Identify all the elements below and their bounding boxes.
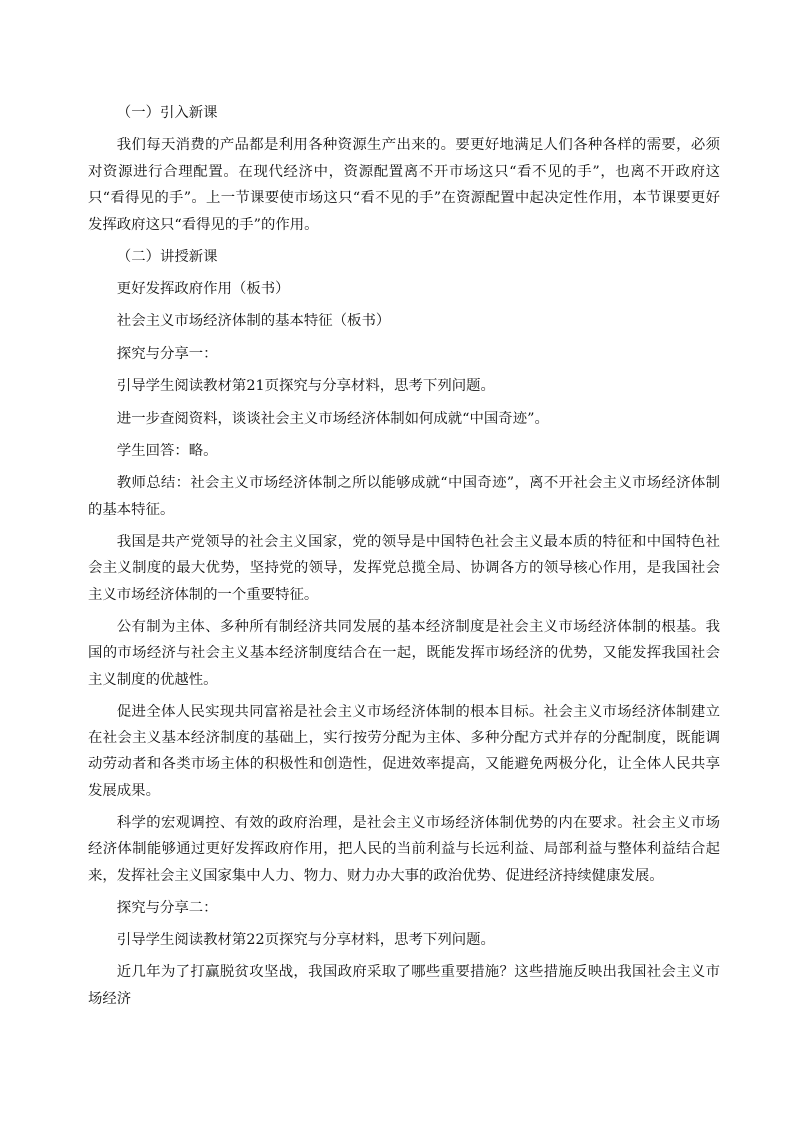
board-title-2: 社会主义市场经济体制的基本特征（板书）	[116, 313, 391, 330]
paragraph-common-prosperity: 促进全体人民实现共同富裕是社会主义市场经济体制的根本目标。社会主义市场经济体制建立在社会主义基本经济制度的基础上，实行按劳分配为主体、多种分配方式并存的分配制度，既能调动劳动者和各类市场主体的积极性和创造性，促进效率提高，又能避免两极分化，让全体人民共享发展成果。	[88, 703, 720, 799]
student-answer: 学生回答：略。	[116, 443, 218, 460]
section-heading-intro: （一）引入新课	[116, 105, 218, 121]
inquiry-heading-1: 探究与分享一：	[116, 345, 218, 362]
paragraph-intro: 我们每天消费的产品都是利用各种资源生产出来的。要更好地满足人们各种各样的需要，必须对资源进行合理配置。在现代经济中，资源配置离不开市场这只“看不见的手”，也离不开政府这只“看得见的手”。上一节课要使市场这只“看不见的手”在资源配置中起决定性作用，本节课要更好发挥政府这只“看得见的手”的作用。	[88, 137, 720, 233]
paragraph-ownership: 公有制为主体、多种所有制经济共同发展的基本经济制度是社会主义市场经济体制的根基。我国的市场经济与社会主义基本经济制度结合在一起，既能发挥市场经济的优势，又能发挥我国社会主义制度的优越性。	[88, 618, 720, 688]
board-title-1: 更好发挥政府作用（板书）	[116, 281, 290, 298]
teacher-summary: 教师总结：社会主义市场经济体制之所以能够成就“中国奇迹”，离不开社会主义市场经济体制的基本特征。	[88, 475, 720, 518]
inquiry-instruction-2: 引导学生阅读教材第22页探究与分享材料，思考下列问题。	[116, 931, 495, 948]
paragraph-macro-control: 科学的宏观调控、有效的政府治理，是社会主义市场经济体制优势的内在要求。社会主义市场经济体制能够通过更好发挥政府作用，把人民的当前利益与长远利益、局部利益与整体利益结合起来，发挥社会主义国家集中人力、物力、财力办大事的政治优势、促进经济持续健康发展。	[88, 814, 720, 884]
paragraph-party-leadership: 我国是共产党领导的社会主义国家，党的领导是中国特色社会主义最本质的特征和中国特色社会主义制度的最大优势，坚持党的领导，发挥党总揽全局、协调各方的领导核心作用，是我国社会主义市场经济体制的一个重要特征。	[88, 533, 720, 603]
inquiry-question-2: 近几年为了打赢脱贫攻坚战，我国政府采取了哪些重要措施？这些措施反映出我国社会主义市场经济	[88, 964, 720, 1007]
section-heading-teaching: （二）讲授新课	[116, 248, 218, 265]
inquiry-heading-2: 探究与分享二：	[116, 899, 218, 916]
inquiry-instruction-1: 引导学生阅读教材第21页探究与分享材料，思考下列问题。	[116, 378, 495, 395]
document-page	[88, 100, 720, 1018]
inquiry-question-1: 进一步查阅资料，谈谈社会主义市场经济体制如何成就“中国奇迹”。	[116, 410, 549, 427]
